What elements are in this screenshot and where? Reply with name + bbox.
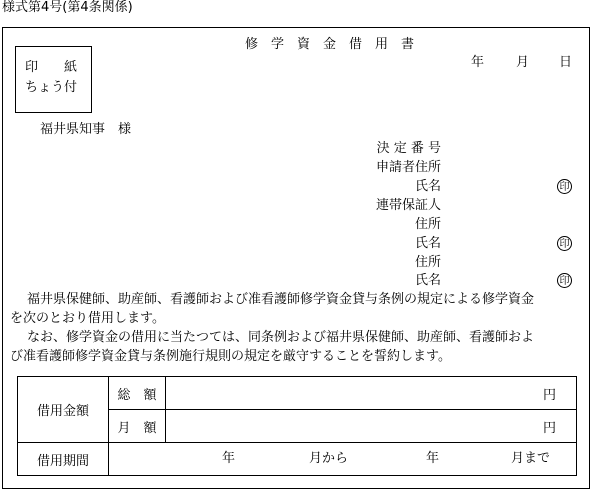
body-paragraph1-line1: 福井県保健師、助産師、看護師および准看護師修学資金貸与条例の規定による修学資金 — [27, 292, 535, 307]
loan-period-label: 借用期間 — [18, 443, 109, 476]
applicant-name-label: 氏名 — [414, 179, 441, 194]
total-amount-yen: 円 — [166, 377, 577, 410]
monthly-amount-label: 月 額 — [109, 410, 166, 443]
stamp-label-line1: 印 紙 — [25, 60, 78, 75]
guarantor1-name-label: 氏名 — [414, 236, 441, 251]
applicant-seal-mark: 印 — [557, 179, 572, 194]
date-day: 日 — [559, 55, 573, 70]
monthly-amount-yen: 円 — [166, 410, 577, 443]
guarantor2-seal-mark: 印 — [557, 273, 572, 288]
document-title: 修 学 資 金 借 用 書 — [245, 37, 415, 52]
guarantor2-address-label: 住所 — [414, 255, 441, 270]
stamp-label-line2: ちょう付 — [25, 80, 78, 95]
period-to-month: 月まで — [511, 451, 551, 466]
date-month: 月 — [516, 55, 530, 70]
loan-details-table — [17, 376, 577, 476]
period-from-month: 月から — [309, 451, 349, 466]
decision-number-label: 決 定 番 号 — [376, 141, 441, 156]
date-year: 年 — [471, 55, 485, 70]
guarantor2-name-label: 氏名 — [414, 273, 441, 288]
guarantor-label: 連帯保証人 — [375, 198, 441, 213]
total-amount-label: 総 額 — [109, 377, 166, 410]
period-from-year: 年 — [222, 451, 236, 466]
addressee: 福井県知事 様 — [40, 122, 132, 137]
body-paragraph2-line1: なお、修学資金の借用に当たつては、同条例および福井県保健師、助産師、看護師およ — [27, 330, 535, 345]
period-to-year: 年 — [426, 451, 440, 466]
loan-amount-label: 借用金額 — [18, 377, 109, 443]
revenue-stamp-box — [15, 46, 92, 113]
guarantor1-seal-mark: 印 — [557, 236, 572, 251]
applicant-address-label: 申請者住所 — [375, 160, 441, 175]
body-paragraph2-line2: び准看護師修学資金貸与条例施行規則の規定を厳守することを誓約します。 — [10, 349, 451, 364]
body-paragraph1-line2: を次のとおり借用します。 — [10, 311, 165, 326]
form-number-label: 様式第4号(第4条関係) — [2, 0, 133, 15]
guarantor1-address-label: 住所 — [414, 217, 441, 232]
loan-period-cell — [109, 443, 577, 476]
